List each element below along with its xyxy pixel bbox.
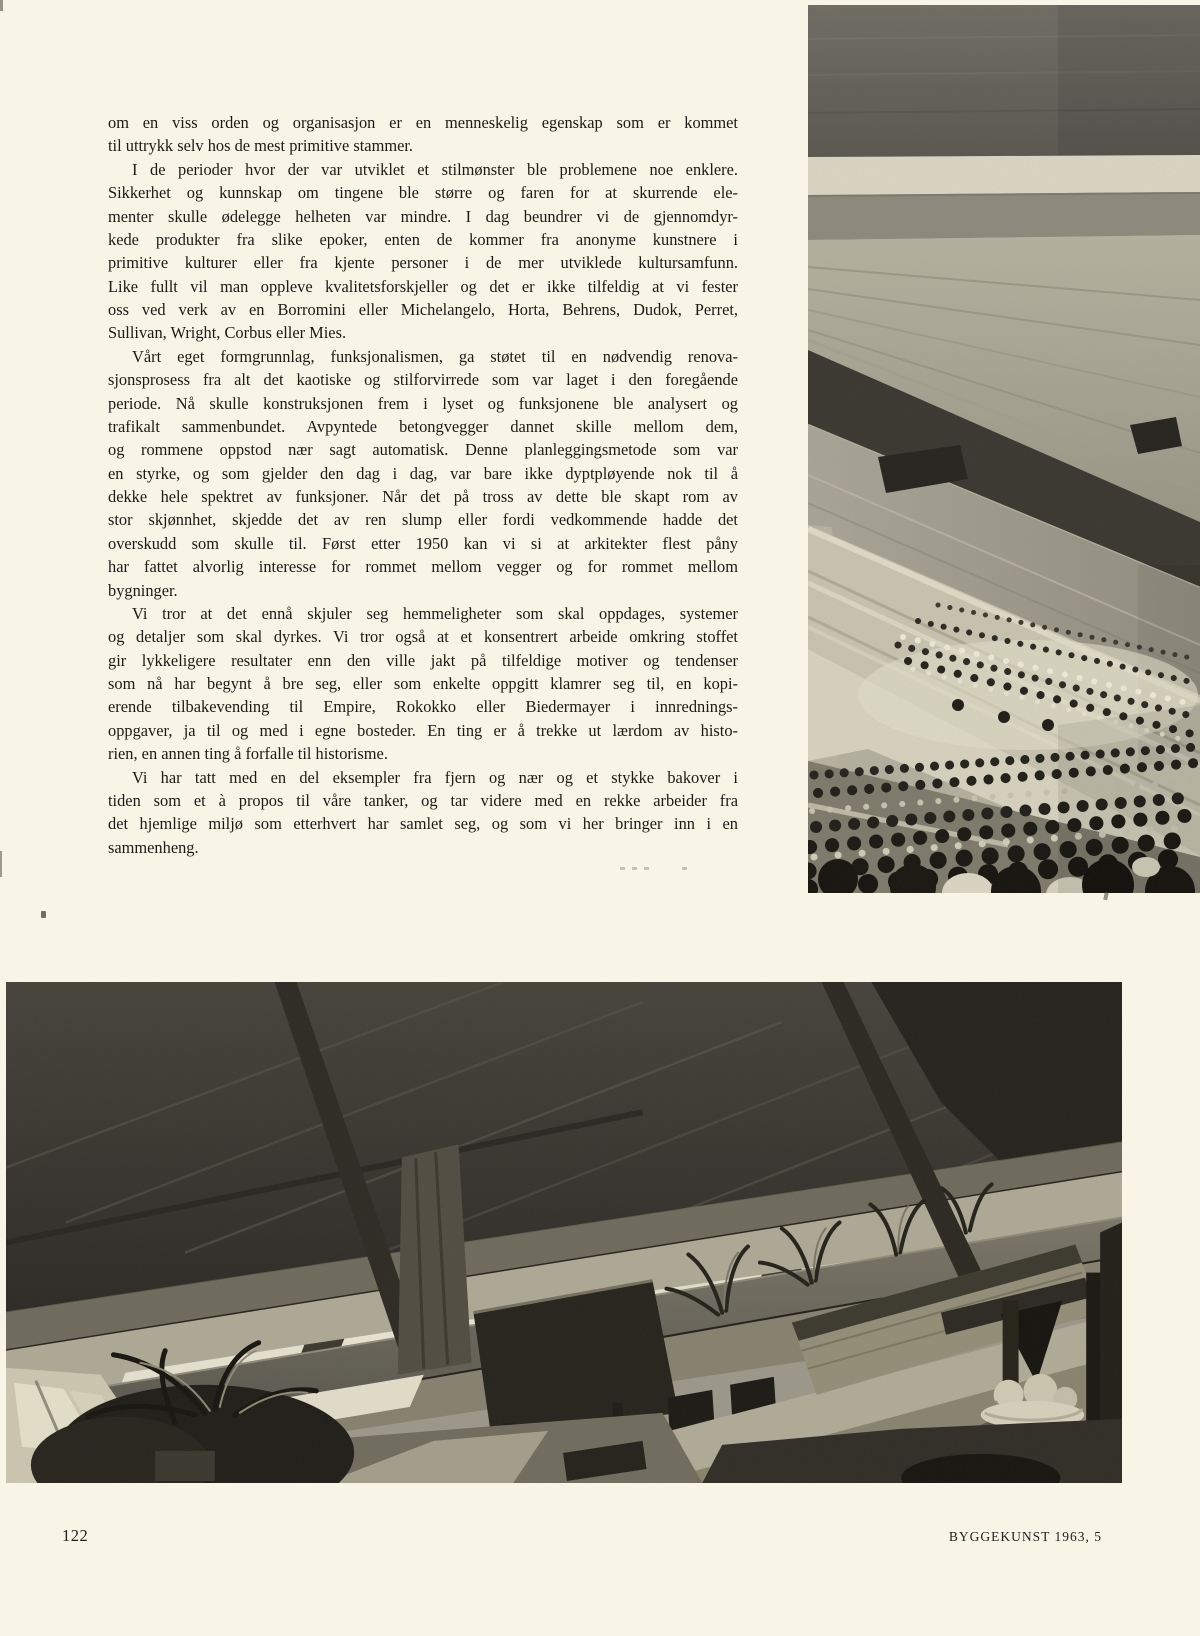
text-line: om en viss orden og organisasjon er en menneskelig egenskap som er kommet: [108, 113, 738, 132]
paragraph: [108, 602, 738, 766]
text-line: det hjemlige miljø som etterhvert har samlet seg, og som vi her bringer inn i en: [108, 814, 738, 834]
page-number: 122: [62, 1526, 89, 1545]
text-line: sjonsprosess fra alt det kaotiske og stilforvirrede som var laget i den foregående: [108, 370, 738, 390]
text-line: har fattet alvorlig interesse for rommet mellom vegger og for rommet mellom: [108, 557, 738, 577]
text-line: overskudd som skulle til. Først etter 1950 kan vi si at arkitekter flest påny: [108, 533, 738, 553]
text-line: Like fullt vil man oppleve kvalitetsforskjeller og det er ikke tilfeldig at vi fester: [108, 276, 738, 296]
text-line: dekke hele spektret av funksjoner. Når det på tross av dette ble skapt rom av: [108, 487, 738, 506]
print-artifact: [620, 857, 740, 861]
text-line: Sikkerhet og kunnskap om tingene ble større og faren for at skurrende ele-: [108, 183, 738, 203]
text-line: primitive kulturer eller fra kjente personer i de mer utviklede kultursamfunn.: [108, 253, 738, 273]
text-line: som nå har begynt å bre seg, eller som enkelte oppgitt klamrer seg til, en kopi-: [108, 674, 738, 693]
interior-photo: [6, 982, 1122, 1483]
text-line: til uttrykk selv hos de mest primitive stammer.: [108, 136, 414, 156]
text-line: trafikalt sammenbundet. Avpyntede betongvegger dannet skille mellom dem,: [108, 416, 738, 436]
paragraph: [108, 158, 738, 345]
text-line: og rommene oppstod nær sagt automatisk. Denne planleggingsmetode som var: [108, 440, 738, 460]
paragraph: [108, 111, 738, 158]
text-line: Vi har tatt med en del eksempler fra fjern og nær og et stykke bakover i: [132, 767, 738, 787]
text-line: en styrke, og som gjelder den dag i dag, var bare ikke dyptpløyende nok til å: [108, 463, 738, 483]
article-text: [108, 111, 738, 859]
text-line: og detaljer som skal dyrkes. Vi tror også at et konsentrert arbeide omkring stoffet: [108, 627, 738, 647]
print-artifact: [0, 851, 2, 877]
journal-reference: BYGGEKUNST 1963, 5: [948, 1529, 1102, 1544]
print-artifact: [1103, 892, 1109, 901]
text-line: I de perioder hvor der var utviklet et stilmønster ble problemene noe enklere.: [132, 159, 738, 179]
text-line: Vi tror at det ennå skjuler seg hemmeligheter som skal oppdages, systemer: [132, 603, 738, 623]
paragraph: [108, 345, 738, 602]
text-line: rien, en annen ting å forfalle til historisme.: [108, 744, 388, 764]
concert-hall-illustration: [808, 5, 1200, 893]
print-artifact: [41, 911, 46, 918]
text-line: erende tilbakevending til Empire, Rokokko eller Biedermayer i innrednings-: [108, 697, 738, 717]
paragraph: [108, 766, 738, 860]
concert-hall-photo: [808, 5, 1200, 893]
text-line: stor skjønnhet, skjedde det av ren slump eller fordi vedkommende hadde det: [108, 510, 738, 530]
text-line: Vårt eget formgrunnlag, funksjonalismen, ga støtet til en nødvendig renova-: [132, 346, 738, 366]
text-line: periode. Nå skulle konstruksjonen frem i lyset og funksjonene ble analysert og: [108, 393, 738, 413]
text-line: gir lykkeligere resultater enn den ville jakt på tilfeldige motiver og tendenser: [108, 650, 738, 670]
text-line: oss ved verk av en Borromini eller Michelangelo, Horta, Behrens, Dudok, Perret,: [108, 300, 738, 319]
text-line: sammenheng.: [108, 837, 199, 857]
text-line: oppgaver, ja til og med i egne bosteder. En ting er å trekke ut lærdom av histo-: [108, 720, 738, 740]
text-line: kede produkter fra slike epoker, enten de kommer fra anonyme kunstnere i: [108, 229, 738, 249]
print-artifact: [0, 0, 3, 11]
text-line: Sullivan, Wright, Corbus eller Mies.: [108, 323, 347, 343]
text-line: bygninger.: [108, 580, 178, 600]
text-line: tiden som et à propos til våre tanker, og tar videre med en rekke arbeider fra: [108, 790, 738, 810]
text-line: menter skulle ødelegge helheten var mindre. I dag beundrer vi de gjennomdyr-: [108, 206, 738, 226]
interior-illustration: [6, 982, 1122, 1483]
